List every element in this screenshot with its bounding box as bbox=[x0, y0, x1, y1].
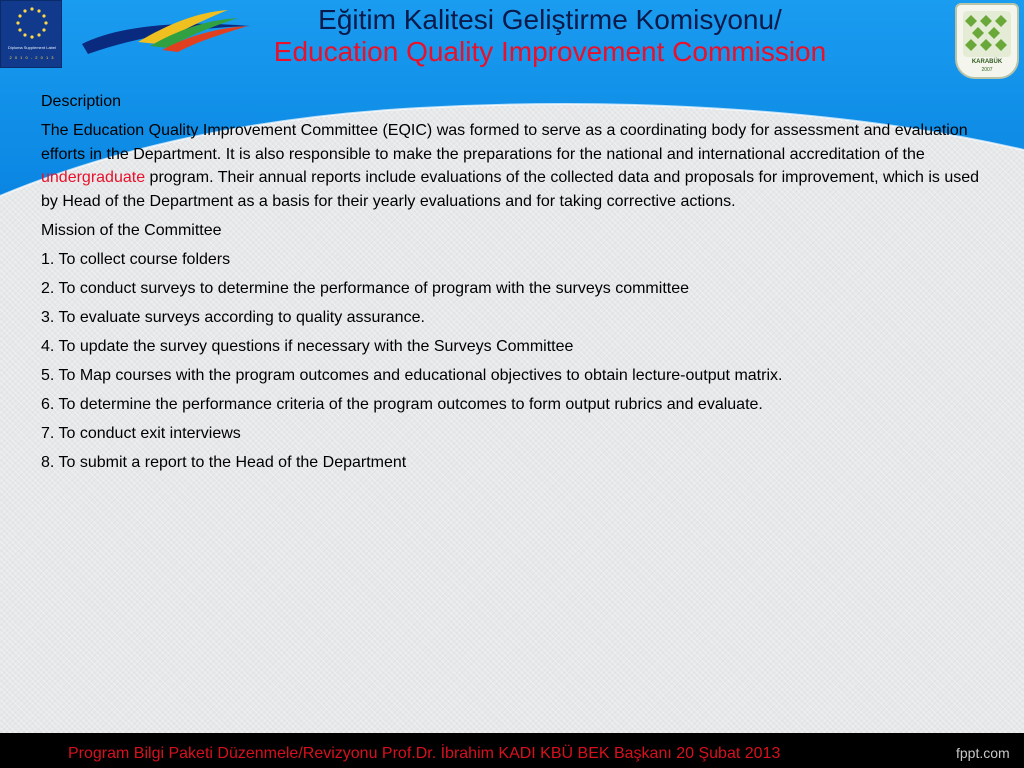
university-emblem-icon bbox=[963, 11, 1011, 57]
mission-item-1: 1. To collect course folders bbox=[41, 250, 231, 268]
mission-item-7: 7. To conduct exit interviews bbox=[41, 424, 241, 442]
mission-item-8: 8. To submit a report to the Head of the Department bbox=[41, 453, 407, 471]
eu-logo-text: Diploma Supplement Label bbox=[7, 45, 57, 50]
fppt-watermark: fppt.com bbox=[956, 745, 1010, 761]
description-text-part1: The Education Quality Improvement Committee (EQIC) was formed to serve as a coordinating body for assessment and evaluation efforts in the Department. It is also responsible to make the preparations for the national and international accreditation of the bbox=[41, 122, 968, 163]
eu-logo-years: 2 0 1 0 - 2 0 1 3 bbox=[9, 55, 55, 60]
eu-diploma-supplement-logo bbox=[0, 0, 62, 68]
title-english: Education Quality Improvement Commission bbox=[273, 36, 827, 67]
mission-item-2: 2. To conduct surveys to determine the performance of program with the surveys committee bbox=[41, 279, 689, 297]
karabuk-university-logo bbox=[955, 3, 1019, 79]
mission-item-3: 3. To evaluate surveys according to quality assurance. bbox=[41, 308, 425, 326]
slide-title bbox=[160, 4, 940, 68]
eu-stars-icon bbox=[7, 5, 57, 43]
mission-item-6: 6. To determine the performance criteria of the program outcomes to form output rubrics and evaluate. bbox=[41, 395, 763, 413]
university-year: 2007 bbox=[981, 67, 993, 73]
description-heading: Description bbox=[41, 93, 122, 110]
slide-footer bbox=[0, 733, 1024, 768]
mission-item-4: 4. To update the survey questions if necessary with the Surveys Committee bbox=[41, 337, 574, 355]
mission-item-5: 5. To Map courses with the program outcomes and educational objectives to obtain lecture-output matrix. bbox=[41, 366, 783, 384]
description-highlight: undergraduate bbox=[41, 169, 146, 186]
mission-heading: Mission of the Committee bbox=[41, 221, 222, 239]
description-paragraph bbox=[41, 119, 981, 213]
title-turkish: Eğitim Kalitesi Geliştirme Komisyonu/ bbox=[318, 4, 782, 35]
university-name: KARABÜK bbox=[971, 59, 1003, 65]
footer-text: Program Bilgi Paketi Düzenmele/Revizyonu Prof.Dr. İbrahim KADI KBÜ BEK Başkanı 20 Şubat 2013 bbox=[68, 745, 781, 762]
description-text-part2: program. Their annual reports include evaluations of the collected data and proposals for improvement, which is used by Head of the Department as a basis for their yearly evaluations and for taking corrective actions. bbox=[41, 169, 980, 210]
slide-body bbox=[41, 90, 981, 480]
